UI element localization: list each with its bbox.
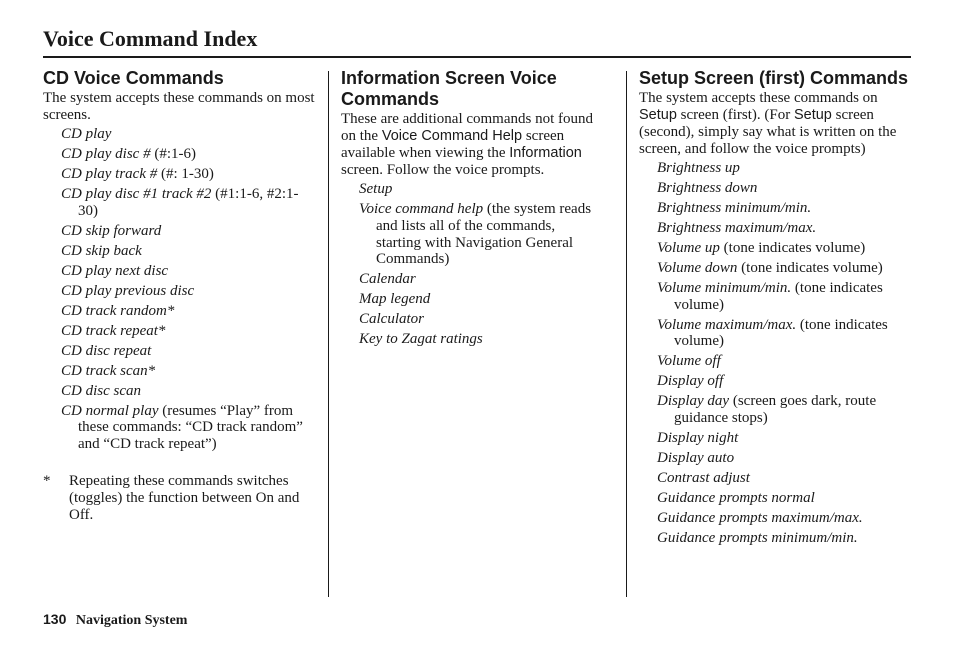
command-item (341, 271, 603, 288)
title-rule (43, 56, 911, 58)
command-phrase: CD play disc #1 track #2 (61, 185, 212, 202)
intro-text: screen available when viewing the (341, 128, 565, 161)
section-intro (341, 111, 603, 179)
command-item (639, 510, 911, 527)
footnote-mark: * (43, 473, 51, 489)
intro-text: screen. Follow the voice prompts. (341, 162, 545, 178)
screen-name: Voice Command Help (381, 128, 523, 144)
command-item (43, 166, 315, 183)
command-item (639, 180, 911, 197)
command-item (639, 280, 911, 314)
command-item (639, 450, 911, 467)
command-item (639, 353, 911, 370)
command-list (639, 160, 911, 547)
command-item (43, 283, 315, 300)
command-phrase: Voice command help (359, 200, 484, 217)
command-item (639, 260, 911, 277)
command-list (341, 181, 603, 348)
command-phrase: Display day (657, 393, 730, 410)
command-phrase: Brightness minimum/min. (657, 199, 812, 216)
screen-name: Setup (793, 107, 832, 123)
command-item (43, 263, 315, 280)
section-heading: Information Screen Voice Commands (341, 68, 557, 109)
command-item (639, 393, 911, 427)
command-phrase: Volume down (657, 259, 738, 276)
command-phrase: CD track repeat* (61, 322, 166, 339)
command-phrase: Map legend (359, 291, 431, 308)
command-phrase: Contrast adjust (657, 470, 750, 487)
cd-voice-commands-section (43, 68, 315, 456)
command-phrase: CD track scan* (61, 362, 156, 379)
command-phrase: Volume up (657, 239, 720, 256)
command-list (43, 126, 315, 453)
command-item (639, 200, 911, 217)
screen-name: Information (509, 145, 582, 161)
command-item (639, 240, 911, 257)
command-item (639, 530, 911, 547)
command-item (43, 343, 315, 360)
command-phrase: CD skip back (61, 242, 142, 259)
command-item (43, 403, 315, 453)
page-title: Voice Command Index (43, 26, 258, 51)
command-item (43, 126, 315, 143)
screen-name: Setup (639, 107, 677, 123)
page-footer (43, 611, 187, 629)
footnote (43, 473, 315, 524)
command-item (43, 363, 315, 380)
command-phrase: CD play track # (61, 165, 158, 182)
command-phrase: CD track random* (61, 302, 175, 319)
command-phrase: Guidance prompts normal (657, 490, 815, 507)
command-item (43, 186, 315, 220)
command-item (43, 146, 315, 163)
column-divider (328, 71, 329, 597)
command-note: (tone indicates volume) (674, 316, 888, 350)
command-phrase: Calendar (359, 271, 416, 288)
command-item (43, 223, 315, 240)
command-item (639, 430, 911, 447)
command-item (341, 311, 603, 328)
command-phrase: Brightness down (657, 179, 758, 196)
setup-screen-commands-section (639, 68, 911, 550)
command-phrase: Display off (657, 373, 724, 390)
column-divider (626, 71, 627, 597)
command-item (341, 291, 603, 308)
information-screen-commands-section (341, 68, 603, 351)
command-phrase: Volume off (657, 353, 721, 370)
command-note: (tone indicates volume) (737, 259, 883, 276)
command-note: (screen goes dark, route guidance stops) (674, 393, 877, 427)
command-phrase: CD normal play (61, 402, 159, 419)
command-phrase: Guidance prompts minimum/min. (657, 530, 858, 547)
command-note: (#: 1-30) (157, 165, 214, 182)
intro-text: The system accepts these commands on (639, 90, 878, 106)
section-heading: CD Voice Commands (43, 68, 224, 88)
command-phrase: Display auto (657, 450, 735, 467)
command-note: (tone indicates volume) (719, 239, 866, 256)
command-item (639, 317, 911, 351)
command-phrase: Volume maximum/max. (657, 316, 797, 333)
intro-text: These are additional commands not found on the (341, 111, 594, 144)
command-item (341, 201, 603, 268)
command-phrase: Brightness maximum/max. (657, 219, 817, 236)
section-heading: Setup Screen (first) Commands (639, 68, 909, 88)
command-note: (#:1-6) (150, 145, 196, 162)
command-phrase: Display night (657, 430, 739, 447)
command-item (43, 323, 315, 340)
command-phrase: CD play next disc (61, 262, 169, 279)
command-phrase: Setup (359, 181, 393, 197)
page-number: 130 (43, 611, 67, 627)
command-phrase: CD disc repeat (61, 342, 152, 359)
command-item (341, 331, 603, 348)
command-note: (the system reads and lists all of the commands, starting with Navigation General Commands) (376, 200, 592, 268)
command-note: (resumes “Play” from these commands: “CD track random” and “CD track repeat”) (78, 402, 303, 453)
command-phrase: CD play previous disc (61, 282, 195, 299)
command-item (43, 243, 315, 260)
command-phrase: CD disc scan (61, 382, 141, 399)
command-item (639, 220, 911, 237)
command-item (639, 470, 911, 487)
command-note: (#1:1-6, #2:1-30) (78, 185, 299, 219)
command-item (639, 160, 911, 177)
intro-text: screen (second), simply say what is written on the screen, and follow the voice prompts) (639, 107, 897, 157)
command-phrase: CD play (61, 126, 112, 142)
command-item (43, 303, 315, 320)
command-phrase: Brightness up (657, 160, 740, 176)
command-phrase: CD skip forward (61, 222, 162, 239)
command-phrase: CD play disc # (61, 145, 151, 162)
command-item (639, 373, 911, 390)
command-item (43, 383, 315, 400)
command-phrase: Guidance prompts maximum/max. (657, 510, 863, 527)
section-intro: The system accepts these commands on most screens. (43, 90, 315, 123)
command-note: (tone indicates volume) (674, 279, 883, 313)
command-phrase: Key to Zagat ratings (359, 331, 483, 348)
section-intro (639, 90, 911, 158)
intro-text: screen (first). (For (676, 107, 794, 123)
command-phrase: Calculator (359, 311, 425, 328)
command-item (639, 490, 911, 507)
command-phrase: Volume minimum/min. (657, 279, 792, 296)
command-item (341, 181, 603, 198)
footnote-text: Repeating these commands switches (toggles) the function between On and Off. (69, 473, 300, 523)
footer-section: Navigation System (75, 613, 188, 628)
